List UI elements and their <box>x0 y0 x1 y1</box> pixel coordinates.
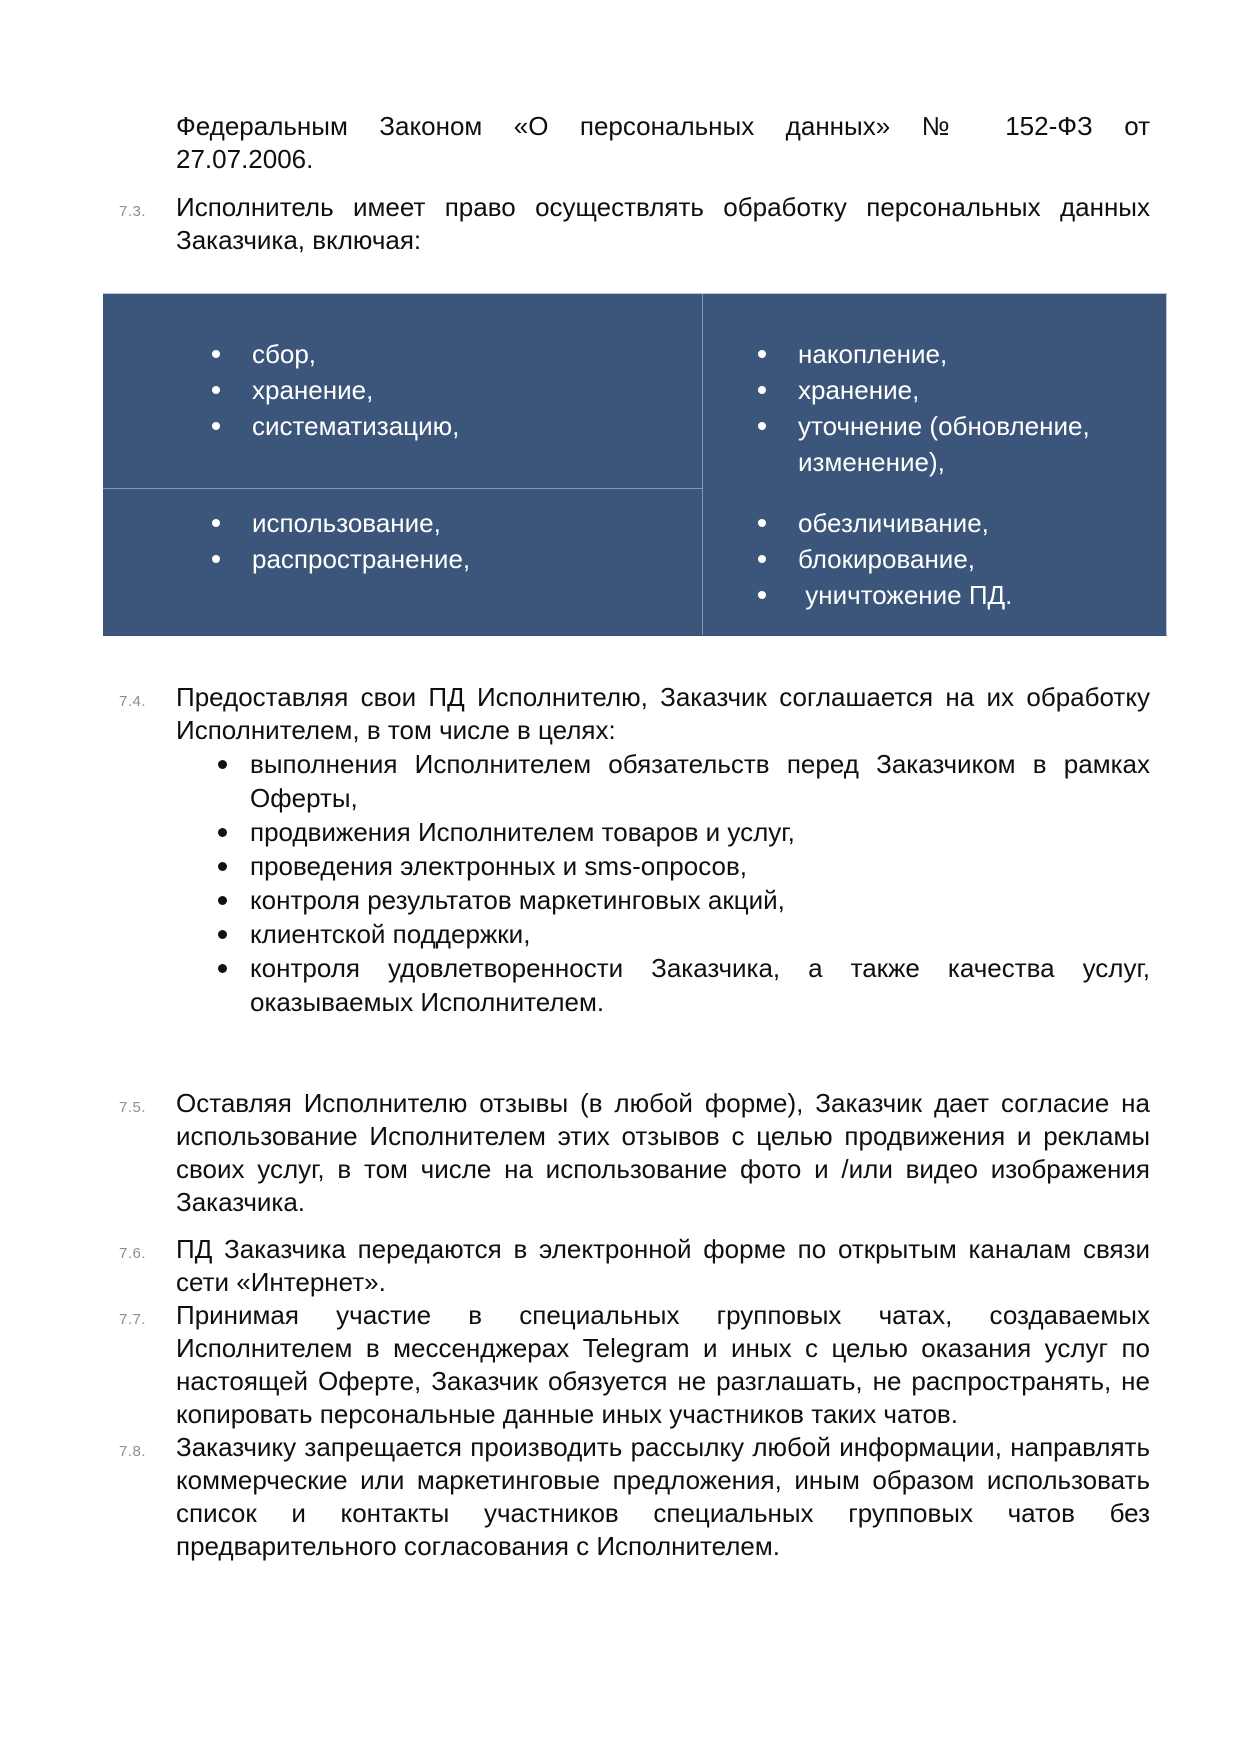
bullet-dot-icon <box>212 519 220 527</box>
section-number: 7.3. <box>119 203 147 220</box>
bullet-label: продвижения Исполнителем товаров и услуг, <box>250 817 795 847</box>
table-bullet-item <box>758 541 1146 577</box>
table-bullet-item <box>212 541 682 577</box>
table-item-label: уточнение (обновление, изменение), <box>798 411 1090 477</box>
bullet-dot-icon <box>212 555 220 563</box>
section-7-3 <box>119 191 1150 257</box>
table-bullet-item <box>758 408 1146 480</box>
table-item-label: уничтожение ПД. <box>798 580 1013 610</box>
table-item-label: накопление, <box>798 339 948 369</box>
section-7-7 <box>119 1299 1150 1431</box>
section-number: 7.4. <box>119 693 147 710</box>
bullet-dot-icon <box>212 422 220 430</box>
section-text: ПД Заказчика передаются в электронной форме по открытым каналам связи сети «Интернет». <box>176 1234 1150 1297</box>
section-number: 7.8. <box>119 1443 147 1460</box>
section-text: Заказчику запрещается производить рассылку любой информации, направлять коммерческие или маркетинговые предложения, иным образом использовать список и контакты участников специальных групповых чатов без предварительного согласования с Исполнителем. <box>176 1432 1150 1561</box>
table-item-label: систематизацию, <box>252 411 460 441</box>
bullet-label: контроля результатов маркетинговых акций, <box>250 885 785 915</box>
section-7-5 <box>119 1087 1150 1219</box>
bullet-dot-icon <box>758 555 766 563</box>
bullet-label: клиентской поддержки, <box>250 919 531 949</box>
intro-line-2: 27.07.2006. <box>176 144 314 174</box>
section-number: 7.7. <box>119 1311 147 1328</box>
bullet-dot-icon <box>218 896 227 905</box>
bullet-item <box>218 951 1150 1019</box>
section-text: Принимая участие в специальных групповых чатах, создаваемых Исполнителем в мессенджерах Telegram и иных с целью оказания услуг по настоящей Оферте, Заказчик обязуется не разглашать, не распространять, не копировать персональные данные иных участников таких чатов. <box>176 1300 1150 1429</box>
bullet-dot-icon <box>758 350 766 358</box>
table-bullet-item <box>758 577 1146 613</box>
table-item-label: сбор, <box>252 339 317 369</box>
section-7-4 <box>119 681 1150 1019</box>
intro-line-1: Федеральным Законом «О персональных данных» № 152-ФЗ от <box>176 111 1150 141</box>
table-item-label: использование, <box>252 508 441 538</box>
bullet-dot-icon <box>212 350 220 358</box>
table-bullet-item <box>758 372 1146 408</box>
bullet-dot-icon <box>758 591 766 599</box>
bullet-item <box>218 747 1150 815</box>
table-bullet-item <box>212 372 682 408</box>
table-cell-row2-right <box>702 489 1166 635</box>
section-text: Оставляя Исполнителю отзывы (в любой форме), Заказчик дает согласие на использование Исполнителем этих отзывов с целью продвижения и рекламы своих услуг, в том числе на использование фото и /или видео изображения Заказчика. <box>176 1088 1150 1217</box>
table-bullet-item <box>212 505 682 541</box>
table-cell-row1-right <box>702 294 1166 489</box>
bullet-label: выполнения Исполнителем обязательств перед Заказчиком в рамках Оферты, <box>250 749 1150 813</box>
bullet-item <box>218 917 1150 951</box>
section-text: Исполнитель имеет право осуществлять обработку персональных данных Заказчика, включая: <box>176 192 1150 255</box>
table-cell-row2-left <box>103 489 702 635</box>
bullet-item <box>218 849 1150 883</box>
bullet-dot-icon <box>218 862 227 871</box>
bullet-dot-icon <box>758 422 766 430</box>
table-bullet-item <box>212 408 682 444</box>
table-cell-row1-left <box>103 294 702 489</box>
bullet-label: контроля удовлетворенности Заказчика, а также качества услуг, оказываемых Исполнителем. <box>250 953 1150 1017</box>
bullet-dot-icon <box>218 828 227 837</box>
bullet-item <box>218 815 1150 849</box>
bullet-dot-icon <box>758 519 766 527</box>
section-number: 7.6. <box>119 1245 147 1262</box>
bullet-label: проведения электронных и sms-опросов, <box>250 851 747 881</box>
purpose-bullet-list <box>176 747 1150 1019</box>
section-7-6 <box>119 1233 1150 1299</box>
table-bullet-item <box>758 505 1146 541</box>
table-item-label: хранение, <box>252 375 374 405</box>
section-text: Предоставляя свои ПД Исполнителю, Заказчик соглашается на их обработку Исполнителем, в том числе в целях: <box>176 682 1150 745</box>
table-item-label: распространение, <box>252 544 471 574</box>
personal-data-processing-table <box>103 293 1167 636</box>
bullet-dot-icon <box>218 964 227 973</box>
table-item-label: хранение, <box>798 375 920 405</box>
intro-paragraph <box>176 110 1150 176</box>
bullet-dot-icon <box>218 760 227 769</box>
section-7-8 <box>119 1431 1150 1563</box>
table-item-label: обезличивание, <box>798 508 989 538</box>
table-bullet-item <box>212 336 682 372</box>
table-item-label: блокирование, <box>798 544 976 574</box>
table-bullet-item <box>758 336 1146 372</box>
bullet-dot-icon <box>218 930 227 939</box>
bullet-dot-icon <box>758 386 766 394</box>
section-number: 7.5. <box>119 1099 147 1116</box>
bullet-item <box>218 883 1150 917</box>
bullet-dot-icon <box>212 386 220 394</box>
